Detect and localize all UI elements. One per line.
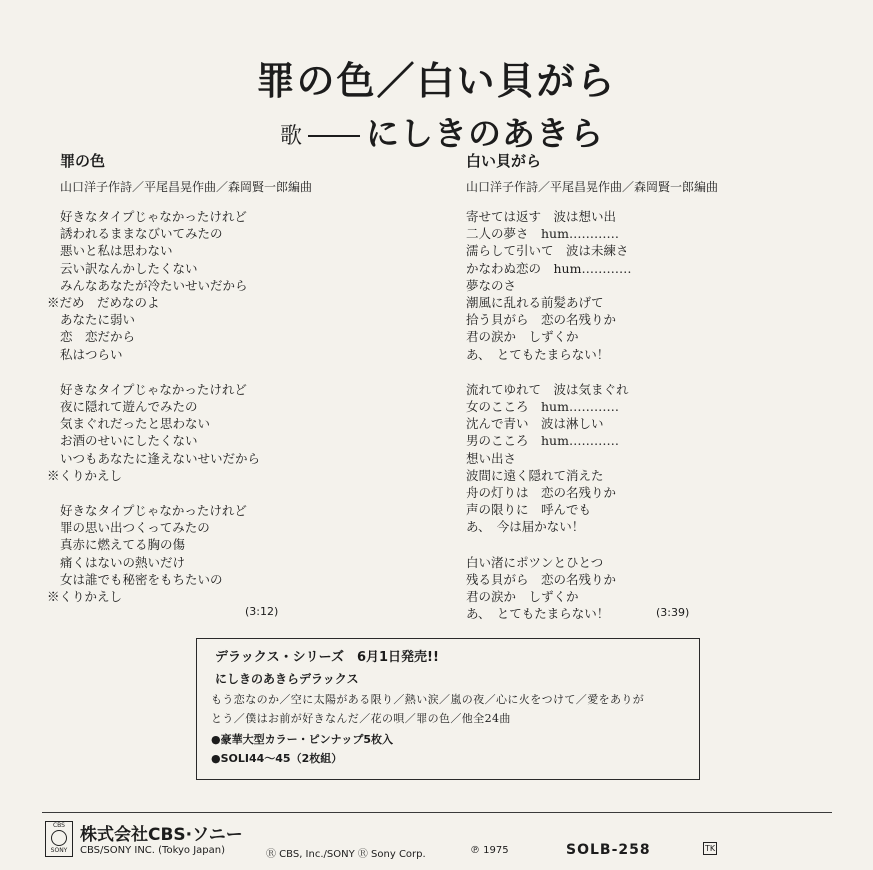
tk-mark: TK (705, 844, 716, 853)
duration: (3:39) (656, 606, 690, 619)
promo-box (196, 638, 700, 780)
promo-tracks-line: とう／僕はお前が好きなんだ／花の唄／罪の色／他全24曲 (211, 712, 511, 725)
singer-name: にしきのあきら (366, 114, 605, 153)
lyric-line: 沈んで青い 波は淋しい (466, 416, 604, 432)
song-title: 罪の色 (60, 152, 106, 170)
lyric-line: 私はつらい (60, 346, 123, 362)
lyric-line: 寄せては返す 波は想い出 (466, 209, 617, 224)
page-title: 罪の色／白い貝がら (256, 59, 617, 103)
lyric-line: 残る貝がら 恋の名残りか (466, 571, 617, 587)
lyric-line: 君の涙か しずくか (466, 589, 579, 605)
catalog-number: SOLB-258 (566, 842, 651, 858)
lyric-line: いつもあなたに逢えないせいだから (60, 450, 261, 466)
lyric-line: 声の限りに 呼んでも (466, 502, 592, 518)
lyric-line: 悪いと私は思わない (60, 243, 173, 259)
company-name: 株式会社CBS·ソニー (80, 825, 243, 845)
lyric-line: ※だめ だめなのよ (47, 295, 160, 311)
cbs-sony-logo (45, 821, 73, 857)
lyric-line: 想い出さ (466, 450, 517, 466)
singer-line (280, 108, 604, 155)
lyric-line: 好きなタイプじゃなかったけれど (60, 503, 247, 519)
lyric-line: あ、 とてもたまらない！ (466, 606, 610, 622)
lyric-line: 気まぐれだったと思わない (60, 416, 211, 432)
promo-bullet: ●豪華大型カラー・ピンナップ5枚入 (211, 733, 394, 746)
lyric-line: 好きなタイプじゃなかったけれど (60, 209, 247, 224)
promo-headline: デラックス・シリーズ 6月1日発売!! (215, 650, 439, 665)
lyric-line: 濡らして引いて 波は未練さ (466, 243, 629, 259)
song-credits: 山口洋子作詩／平尾昌晃作曲／森岡賢一郎編曲 (60, 180, 313, 194)
logo-text-top: CBS (52, 822, 65, 829)
lyric-stanza (466, 554, 756, 623)
promo-tracks (211, 690, 689, 728)
lyric-line: お酒のせいにしたくない (60, 433, 198, 449)
lyric-line: ※くりかえし (47, 467, 123, 483)
sing-label: 歌 (280, 124, 303, 149)
lyric-stanza (466, 381, 756, 536)
lyric-stanza (466, 208, 756, 363)
copyright: ℗ 1975 (470, 845, 509, 856)
lyric-line: かなわぬ恋の hum………… (466, 260, 632, 276)
lyric-stanza (47, 381, 380, 484)
lyric-line: 舟の灯りは 恋の名残りか (466, 485, 617, 501)
lyric-line: 拾う貝がら 恋の名残りか (466, 312, 617, 328)
promo-tracks-line: もう恋なのか／空に太陽がある限り／熱い涙／嵐の夜／心に火をつけて／愛をありが (211, 693, 645, 706)
duration: (3:12) (245, 605, 279, 618)
lyric-stanza (47, 502, 380, 605)
lyric-line: あなたに弱い (60, 312, 136, 328)
lyric-line: ※くりかえし (47, 589, 123, 605)
promo-subtitle: にしきのあきらデラックス (215, 672, 359, 686)
lyric-line: 女のこころ hum………… (466, 399, 619, 415)
footer-divider (42, 812, 832, 813)
lyric-line: みんなあなたが冷たいせいだから (60, 277, 248, 293)
song-left (47, 150, 380, 623)
lyric-line: 好きなタイプじゃなかったけれど (60, 381, 247, 397)
song-credits: 山口洋子作詩／平尾昌晃作曲／森岡賢一郎編曲 (466, 180, 719, 194)
lyric-line: 君の涙か しずくか (466, 329, 579, 345)
lyric-line: 潮風に乱れる前髪あげて (466, 295, 604, 311)
company-english: CBS/SONY INC. (Tokyo Japan) (80, 845, 226, 856)
lyric-line: 真赤に燃えてる胸の傷 (60, 537, 186, 553)
lyrics (47, 208, 380, 605)
lyric-line: 二人の夢さ hum………… (466, 226, 619, 242)
lyric-line: 恋 恋だから (60, 329, 136, 345)
lyric-line: 罪の思い出つくってみたの (60, 520, 210, 536)
lyric-line: 波間に遠く隠れて消えた (466, 467, 604, 483)
lyric-line: 女は誰でも秘密をもちたいの (60, 571, 223, 587)
promo-bullet: ●SOLI44〜45（2枚組） (211, 752, 343, 765)
logo-text-bottom: SONY (50, 847, 68, 854)
lyric-line: 痛くはないの熱いだけ (60, 554, 186, 570)
lyric-line: あ、 今は届かない！ (466, 519, 585, 535)
lyric-line: 流れてゆれて 波は気まぐれ (466, 381, 629, 397)
lyric-line: 白い渚にポツンとひとつ (466, 554, 604, 570)
song-right (466, 150, 756, 640)
lyric-line: 男のこころ hum………… (466, 433, 619, 449)
lyric-line: 夢なのさ (466, 277, 517, 293)
dash-divider (308, 135, 360, 137)
song-title: 白い貝がら (466, 152, 542, 170)
lyric-stanza (47, 208, 380, 363)
lyric-line: 誘われるままなびいてみたの (60, 226, 223, 242)
lyric-line: あ、 とてもたまらない！ (466, 346, 610, 362)
lyric-line: 夜に隠れて遊んでみたの (60, 399, 198, 415)
trademark-notice: Ⓡ CBS, Inc./SONY Ⓡ Sony Corp. (266, 849, 426, 860)
lyrics (466, 208, 756, 622)
logo-eye-icon (51, 830, 67, 846)
lyric-line: 云い訳なんかしたくない (60, 260, 198, 276)
